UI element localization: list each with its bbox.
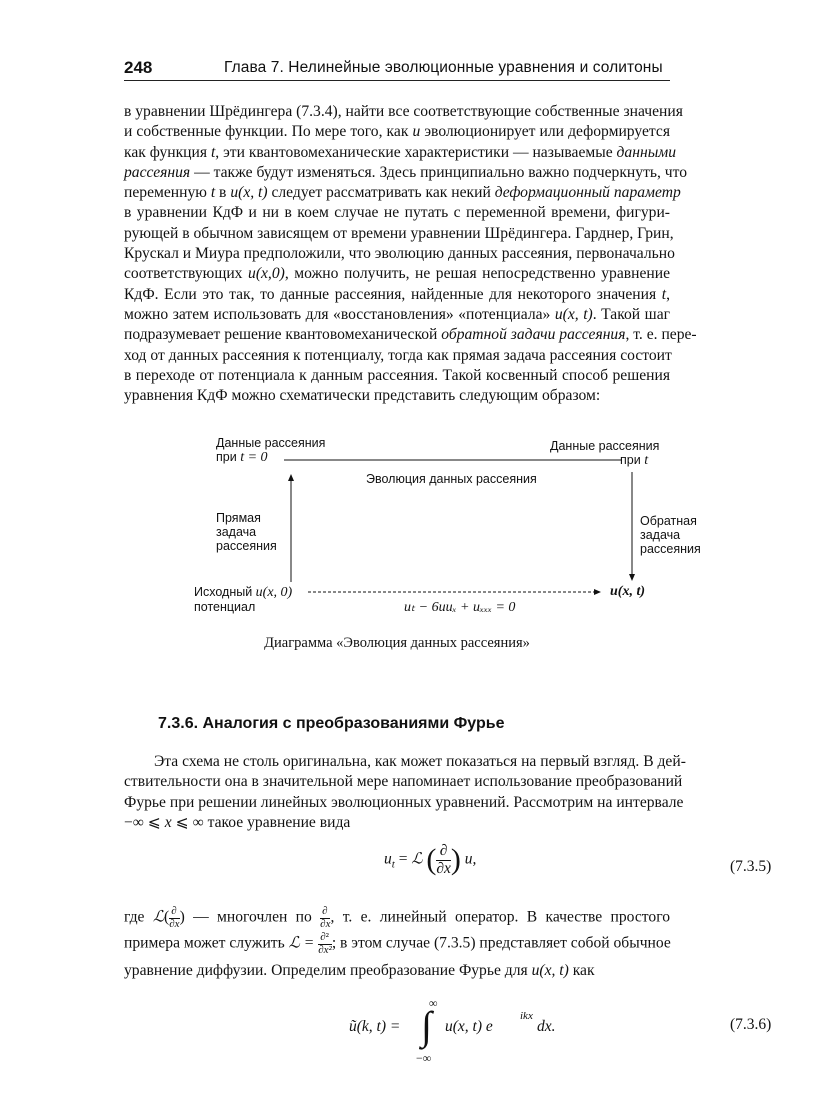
paragraph-scattering-data [124,102,697,406]
text-line [124,183,681,203]
text-line [124,244,675,264]
math-symbol: u(x, t) [230,184,268,202]
text-run: можно затем использовать для «восстановления» «потенциала» [124,305,555,323]
text-run: , т. е. пере- [625,326,697,344]
text-run: КдФ. Если это так, то данные рассеяния, найденные для некоторого значения [124,285,662,303]
evolution-label: Эволюция данных рассеяния [366,472,537,486]
text-line [124,793,684,813]
text-line [124,285,670,305]
equation-7-3-5: $u_t$ = ℒ ( $\frac{\partial}{\partial x}$ ) u, [384,842,477,877]
top-right-label: Данные рассеяния при t [550,439,660,468]
text-run: . Такой шаг [592,305,671,323]
text-line [124,224,674,244]
text-line [124,143,676,163]
paragraph-fourier-intro [124,752,686,833]
emphasized-term: обратной задачи рассеяния [441,326,626,344]
text-run: соответствующих [124,265,249,283]
equation-label-7-3-5: (7.3.5) [730,858,772,875]
text-line [124,813,670,833]
text-run: в уравнении КдФ и ни в коем случае не путать с переменной времени, фигури- [124,204,670,222]
text-run: — также будут изменяться. Здесь принципиально важно подчеркнуть, что [190,163,688,181]
text-run: , можно получить, не решая непосредственно уравнение [284,265,670,283]
chapter-title: Глава 7. Нелинейные эволюционные уравнения и солитоны [224,59,663,76]
math-symbol: u(x,0) [248,265,285,283]
text-run: ход от данных рассеяния к потенциалу, тогда как прямая задача рассеяния состоит [124,346,672,364]
text-run: −∞ ⩽ [124,813,165,831]
text-run: и собственные функции. По мере того, как [124,123,413,141]
math-symbol: t [210,143,216,161]
text-line [124,163,688,183]
text-line [124,305,670,325]
text-line [124,203,670,223]
text-run: в [215,184,231,202]
text-run: подразумевает решение квантовомеханической [124,326,442,344]
emphasized-term: деформационный параметр [494,184,681,202]
text-run: Эта схема не столь оригинальна, как может показаться на первый взгляд. В дей- [154,753,686,770]
equation-label-7-3-6: (7.3.6) [730,1016,772,1033]
initial-potential-label: Исходный u(x, 0) потенциал [194,585,293,614]
paragraph-operator: где ℒ( $\frac{\partial}{\partial x}$ ) — многочлен по $\frac{\partial}{\partial x}$ , т. е. линейный оператор. В качестве простого примера может служить ℒ = $\frac{\text{∂²}}{\text{∂x²}}$ ; в этом случае (7.3.5) представляет собой обычное уравнение диффузии. Определим преобразование Фурье для u(x, t) как [124,905,671,979]
text-run: эволюционирует или деформируется [420,123,670,141]
math-symbol: x [164,813,172,831]
text-run: переменную [124,184,211,202]
page-number: 248 [124,58,153,77]
diagram-caption: Диаграмма «Эволюция данных рассеяния» [264,635,530,651]
text-run: уравнения КдФ можно схематически представить следующим образом: [124,387,601,405]
text-line [124,122,670,142]
text-run: Крускал и Миура предположили, что эволюцию данных рассеяния, первоначально [124,245,675,263]
top-left-label: Данные рассеяния при t = 0 [216,436,326,465]
text-line [124,752,686,772]
math-symbol: u(x, t) [554,305,593,323]
text-line [124,102,683,122]
kdv-equation: uₜ − 6uuₓ + uₓₓₓ = 0 [404,600,516,615]
text-line [124,386,670,406]
emphasized-term: рассеяния [124,163,191,181]
text-run: ствительности она в значительной мере напоминает использование преобразований [124,773,683,791]
text-run: следует рассматривать как некий [267,184,495,202]
text-line [124,346,670,366]
text-run: в уравнении Шрёдингера (7.3.4), найти все соответствующие собственные значения [124,103,683,120]
text-run: Фурье при решении линейных эволюционных уравнений. Рассмотрим на интервале [124,793,684,811]
math-symbol: t [661,285,667,303]
equation-7-3-6: ũ(k, t) = ∞ ∫ −∞ u(x, t) e ikx dx. [349,996,556,1065]
text-line [124,772,683,792]
text-run: в переходе от потенциала к данным рассеяния. Такой косвенный способ решения [124,366,670,384]
text-line [124,366,670,386]
scattering-evolution-diagram [190,432,701,622]
text-line [124,264,670,284]
text-run: как функция [124,143,211,161]
text-run: , эти квантовомеханические характеристики — называемые [215,143,617,161]
text-run: , [666,285,670,303]
section-title: 7.3.6. Аналогия с преобразованиями Фурье [158,715,505,732]
running-header [124,58,670,81]
final-potential-label: u(x, t) [610,584,645,599]
text-line [124,325,697,345]
emphasized-term: данными [616,143,676,161]
math-symbol: t [210,184,216,202]
text-run: рующей в обычном зависящем от времени уравнении Шрёдингера. Гарднер, Грин, [124,224,674,242]
inverse-problem-label: Обратная задача рассеяния [640,514,701,556]
math-symbol: u [412,123,421,141]
text-run: ⩽ ∞ такое уравнение вида [171,813,351,831]
direct-problem-label: Прямая задача рассеяния [216,511,277,553]
